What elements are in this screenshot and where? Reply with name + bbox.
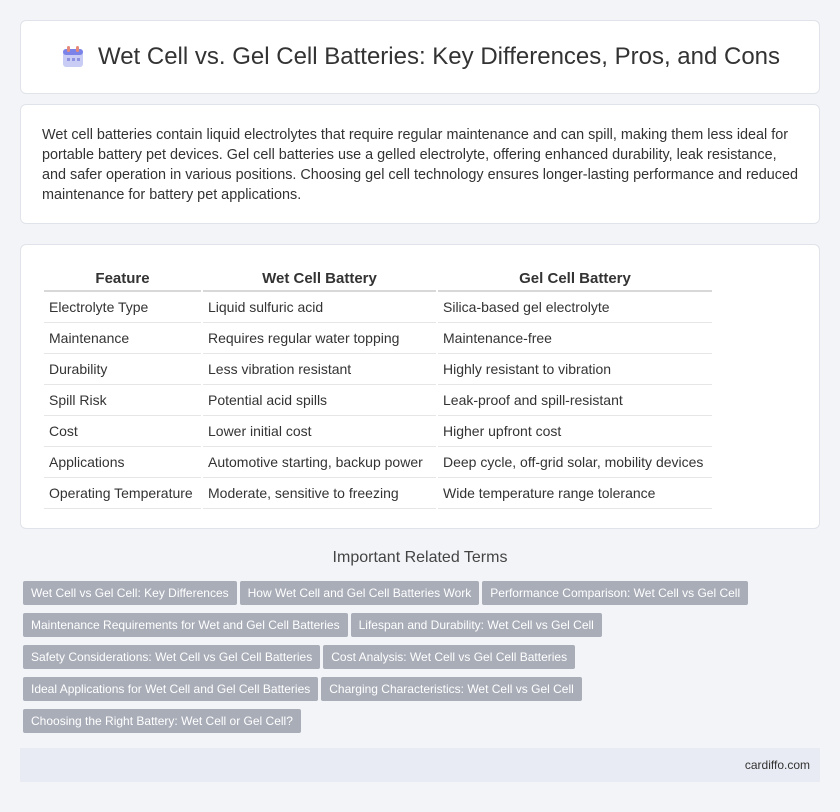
column-header: Feature (44, 267, 201, 292)
table-cell: Electrolyte Type (44, 292, 201, 323)
table-cell: Requires regular water topping (203, 323, 436, 354)
table-row (44, 447, 712, 478)
table-cell: Operating Temperature (44, 478, 201, 509)
related-term-tag[interactable]: Wet Cell vs Gel Cell: Key Differences (23, 581, 237, 605)
page-title: Wet Cell vs. Gel Cell Batteries: Key Differences, Pros, and Cons (97, 43, 781, 70)
intro-card (20, 104, 820, 224)
table-cell: Applications (44, 447, 201, 478)
column-header: Wet Cell Battery (203, 267, 436, 292)
footer (20, 748, 820, 782)
column-header: Gel Cell Battery (438, 267, 712, 292)
table-cell: Moderate, sensitive to freezing (203, 478, 436, 509)
table-cell: Highly resistant to vibration (438, 354, 712, 385)
table-row (44, 416, 712, 447)
table-cell: Automotive starting, backup power (203, 447, 436, 478)
intro-text: Wet cell batteries contain liquid electrolytes that require regular maintenance and can spill, making them less ideal for portable battery pet devices. Gel cell batteries use a gelled electrolyte, offering enhanced durability, leak resistance, and safer operation in various positions. Choosing gel cell technology ensures longer-lasting performance and reduced maintenance for battery pet applications. (42, 127, 798, 203)
table-row (44, 354, 712, 385)
table-cell: Maintenance-free (438, 323, 712, 354)
table-cell: Potential acid spills (203, 385, 436, 416)
related-term-tag[interactable]: Cost Analysis: Wet Cell vs Gel Cell Batteries (323, 645, 575, 669)
table-cell: Spill Risk (44, 385, 201, 416)
related-term-tag[interactable]: Performance Comparison: Wet Cell vs Gel Cell (482, 581, 748, 605)
site-link[interactable]: cardiffo.com (744, 758, 810, 772)
related-term-tag[interactable]: Safety Considerations: Wet Cell vs Gel Cell Batteries (23, 645, 320, 669)
table-cell: Less vibration resistant (203, 354, 436, 385)
calendar-icon (60, 44, 86, 70)
table-row (44, 478, 712, 509)
page-header (20, 20, 820, 94)
table-cell: Lower initial cost (203, 416, 436, 447)
related-term-tag[interactable]: Ideal Applications for Wet Cell and Gel Cell Batteries (23, 677, 318, 701)
table-cell: Higher upfront cost (438, 416, 712, 447)
table-cell: Liquid sulfuric acid (203, 292, 436, 323)
table-row (44, 292, 712, 323)
comparison-card (20, 244, 820, 529)
related-terms-list (23, 581, 823, 741)
related-term-tag[interactable]: Maintenance Requirements for Wet and Gel Cell Batteries (23, 613, 348, 637)
table-cell: Wide temperature range tolerance (438, 478, 712, 509)
table-cell: Maintenance (44, 323, 201, 354)
related-term-tag[interactable]: Charging Characteristics: Wet Cell vs Gel Cell (321, 677, 582, 701)
related-term-tag[interactable]: Lifespan and Durability: Wet Cell vs Gel Cell (351, 613, 602, 637)
related-terms-heading: Important Related Terms (332, 549, 508, 566)
related-term-tag[interactable]: How Wet Cell and Gel Cell Batteries Work (240, 581, 480, 605)
comparison-table (42, 267, 714, 509)
table-row (44, 385, 712, 416)
table-row (44, 323, 712, 354)
related-term-tag[interactable]: Choosing the Right Battery: Wet Cell or Gel Cell? (23, 709, 301, 733)
table-cell: Leak-proof and spill-resistant (438, 385, 712, 416)
table-cell: Silica-based gel electrolyte (438, 292, 712, 323)
table-cell: Cost (44, 416, 201, 447)
table-cell: Durability (44, 354, 201, 385)
table-cell: Deep cycle, off-grid solar, mobility devices (438, 447, 712, 478)
table-header-row (44, 267, 712, 292)
